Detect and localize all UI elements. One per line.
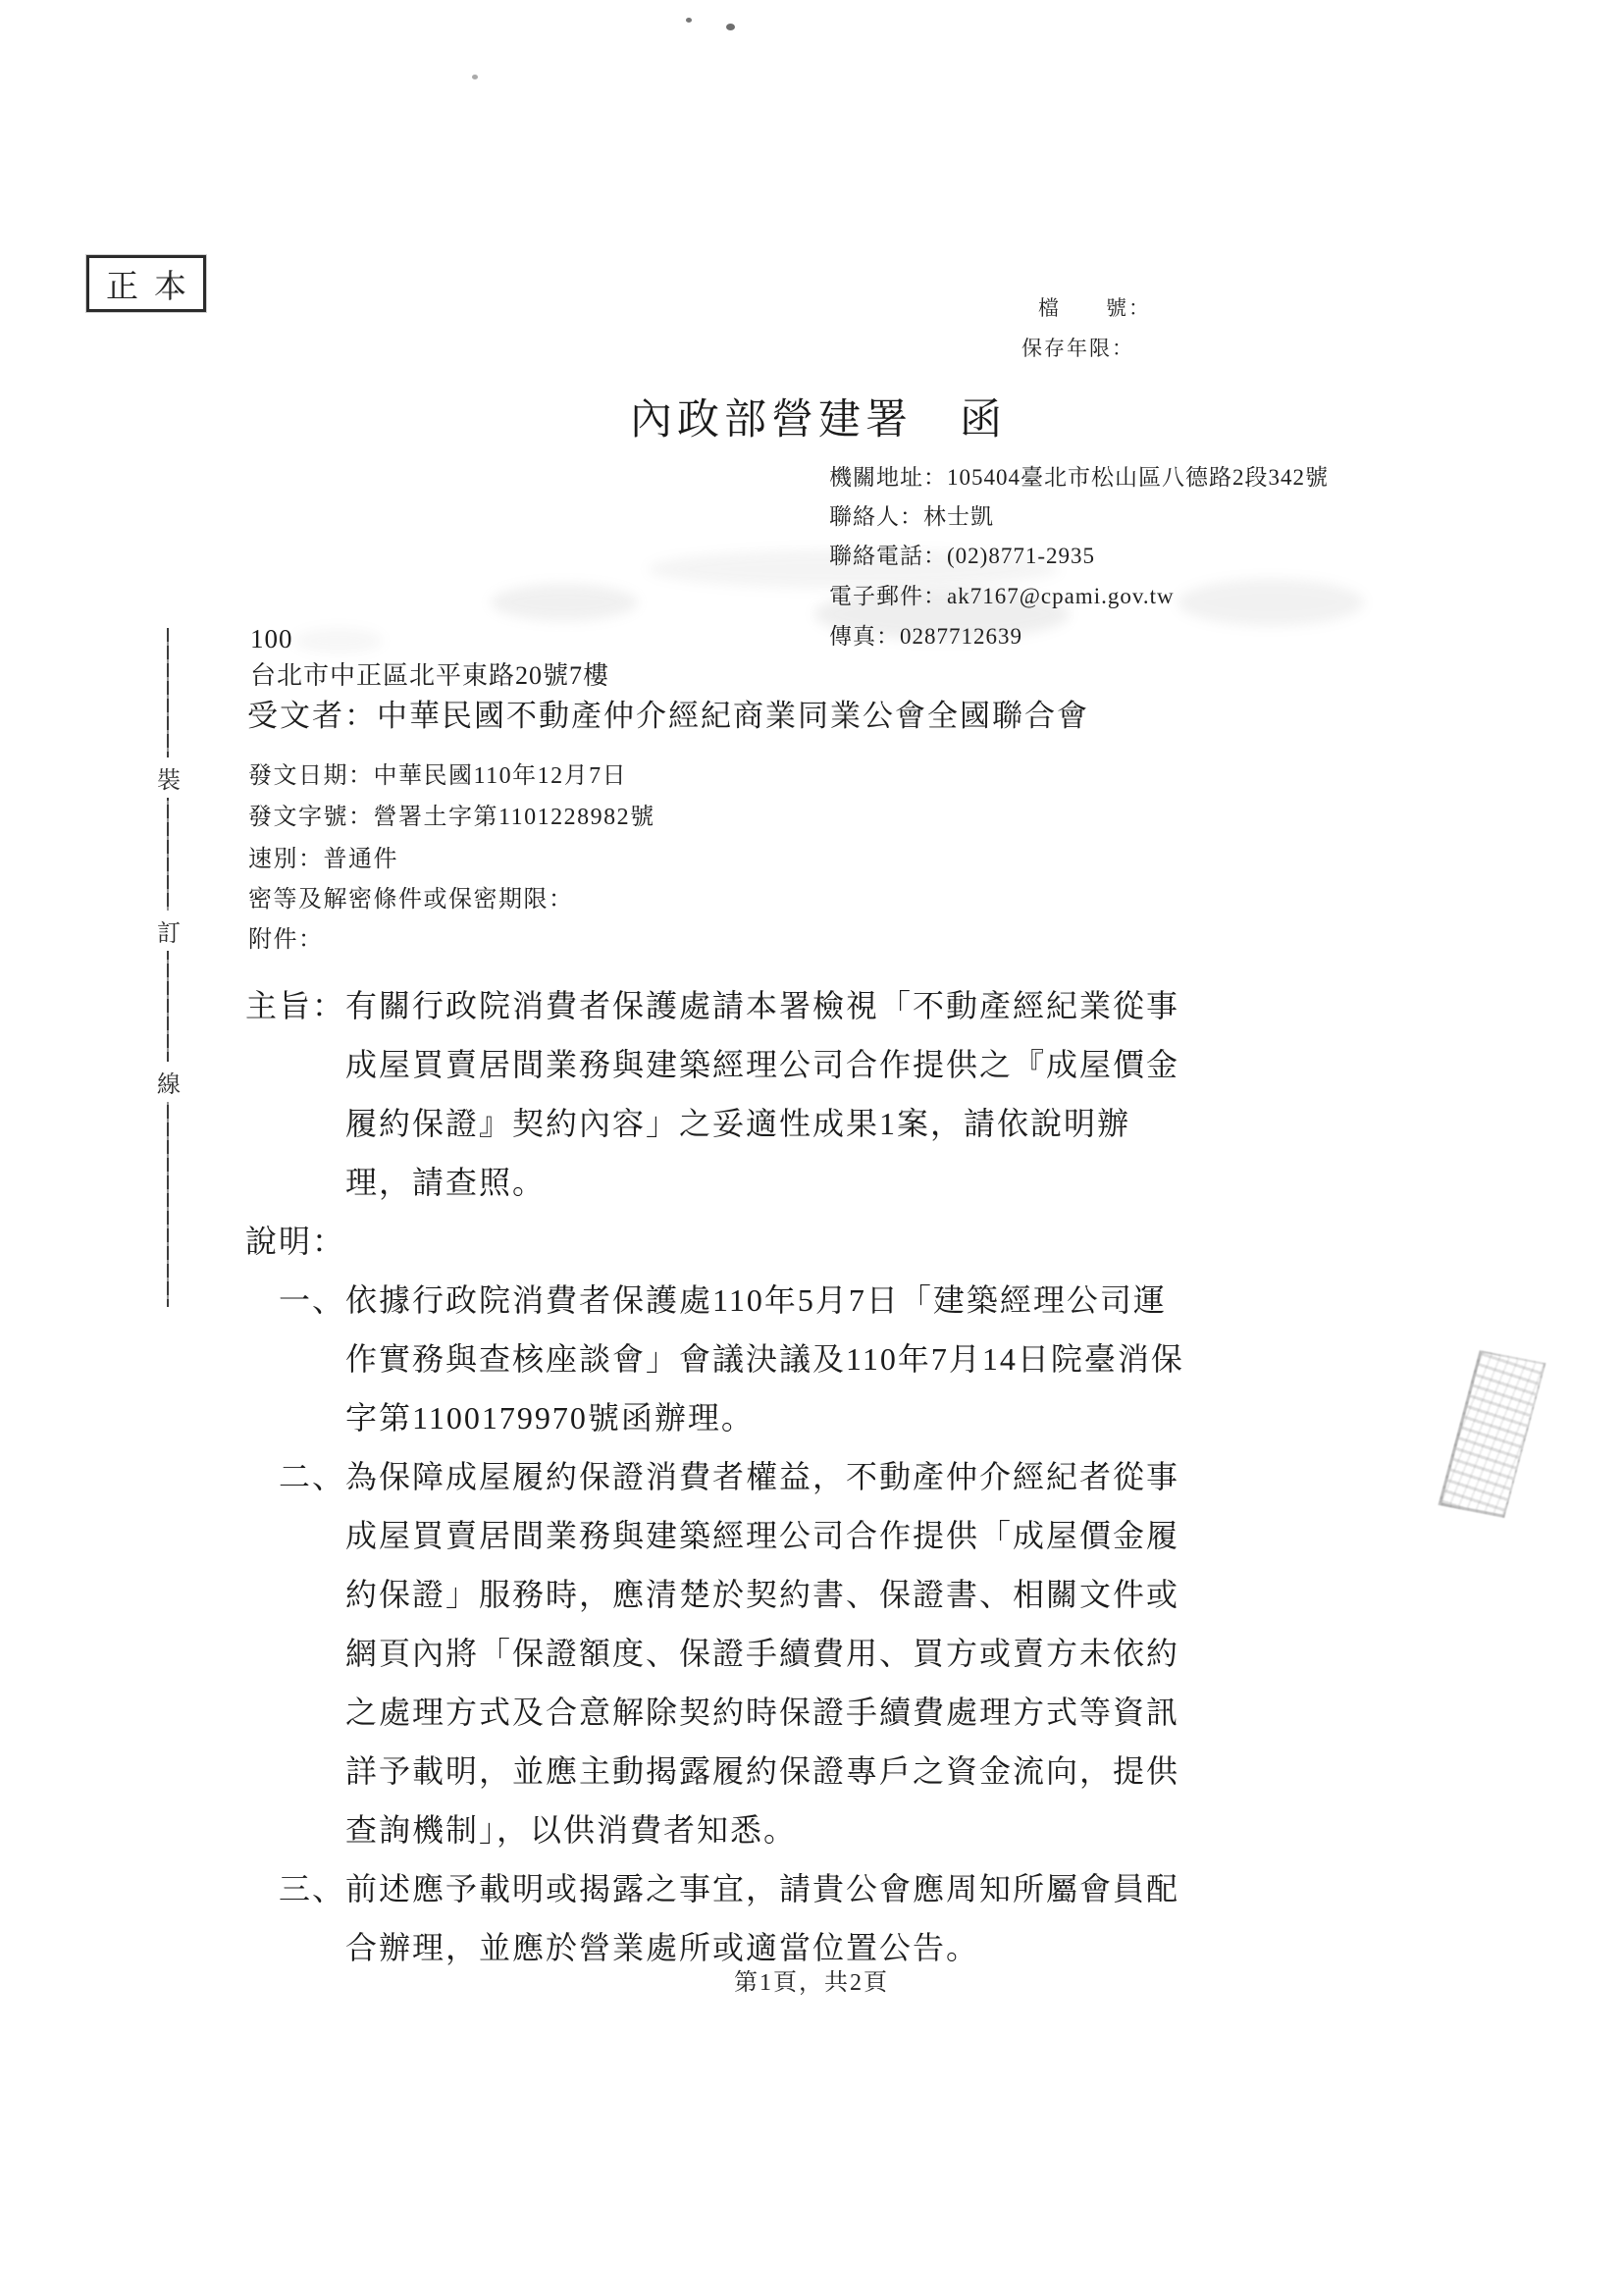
subject-line: 理，請查照。 bbox=[345, 1165, 547, 1200]
sender-phone: 聯絡電話：(02)8771-2935 bbox=[829, 544, 1095, 568]
doc-number: 發文字號：營署土字第1101228982號 bbox=[248, 805, 655, 830]
issue-date: 發文日期：中華民國110年12月7日 bbox=[248, 763, 628, 789]
explanation-item-2-line: 查詢機制」，以供消費者知悉。 bbox=[345, 1812, 798, 1848]
explanation-item-3-line: 合辦理，並應於營業處所或適當位置公告。 bbox=[345, 1930, 980, 1965]
scan-smudge bbox=[294, 628, 383, 653]
subject-line: 成屋買賣居間業務與建築經理公司合作提供之『成屋價金 bbox=[345, 1047, 1180, 1082]
scan-speck bbox=[472, 75, 478, 79]
sender-email: 電子郵件：ak7167@cpami.gov.tw bbox=[829, 584, 1175, 608]
binding-line bbox=[167, 628, 169, 1307]
subject-line: 履約保證』契約內容」之妥適性成果1案，請依說明辦 bbox=[345, 1106, 1131, 1141]
binding-mark-xian: 線 bbox=[154, 1062, 183, 1102]
explanation-item-2-line: 成屋買賣居間業務與建築經理公司合作提供「成屋價金履 bbox=[345, 1518, 1180, 1553]
binding-mark-zhuang: 裝 bbox=[154, 757, 183, 798]
attachment-label: 附件： bbox=[248, 927, 324, 953]
explanation-label: 說明： bbox=[245, 1224, 346, 1259]
explanation-item-3-line: 三、前述應予載明或揭露之事宜，請貴公會應周知所屬會員配 bbox=[279, 1871, 1180, 1906]
scan-smudge bbox=[491, 584, 638, 621]
file-number-label: 檔 號： bbox=[1038, 296, 1151, 320]
illegible-side-stamp bbox=[1438, 1350, 1545, 1518]
page-indicator: 第1頁，共2頁 bbox=[734, 1970, 889, 1996]
priority-level: 速別：普通件 bbox=[248, 847, 398, 872]
sender-fax: 傳真：0287712639 bbox=[829, 624, 1022, 649]
explanation-item-2-line: 之處理方式及合意解除契約時保證手續費處理方式等資訊 bbox=[345, 1695, 1180, 1730]
retention-period-label: 保存年限： bbox=[1021, 337, 1134, 360]
document-title: 內政部營建署 函 bbox=[630, 397, 1007, 444]
explanation-item-2-line: 二、為保障成屋履約保證消費者權益，不動產仲介經紀者從事 bbox=[279, 1459, 1180, 1494]
explanation-item-1-line: 字第1100179970號函辦理。 bbox=[345, 1400, 755, 1435]
recipient-address: 台北市中正區北平東路20號7樓 bbox=[250, 661, 610, 690]
explanation-item-2-line: 約保證」服務時，應清楚於契約書、保證書、相關文件或 bbox=[345, 1577, 1180, 1612]
recipient-addressee: 受文者：中華民國不動產仲介經紀商業同業公會全國聯合會 bbox=[247, 699, 1089, 733]
explanation-item-2-line: 詳予載明，並應主動揭露履約保證專戶之資金流向，提供 bbox=[345, 1753, 1180, 1789]
explanation-item-1-line: 一、依據行政院消費者保護處110年5月7日「建築經理公司運 bbox=[279, 1282, 1167, 1318]
recipient-postal-code: 100 bbox=[250, 624, 293, 653]
scan-smudge bbox=[1178, 579, 1364, 626]
sender-contact-person: 聯絡人：林士凱 bbox=[829, 504, 994, 529]
sender-address: 機關地址：105404臺北市松山區八德路2段342號 bbox=[829, 465, 1329, 490]
scan-speck bbox=[726, 24, 735, 30]
original-copy-stamp: 正本 bbox=[86, 255, 206, 312]
security-classification: 密等及解密條件或保密期限： bbox=[248, 887, 574, 913]
subject-line: 主旨：有關行政院消費者保護處請本署檢視「不動產經紀業從事 bbox=[245, 988, 1180, 1023]
explanation-item-1-line: 作實務與查核座談會」會議決議及110年7月14日院臺消保 bbox=[345, 1341, 1184, 1377]
explanation-item-2-line: 網頁內將「保證額度、保證手續費用、買方或賣方未依約 bbox=[345, 1636, 1180, 1671]
binding-mark-ding: 訂 bbox=[154, 911, 183, 951]
scan-speck bbox=[686, 18, 692, 23]
